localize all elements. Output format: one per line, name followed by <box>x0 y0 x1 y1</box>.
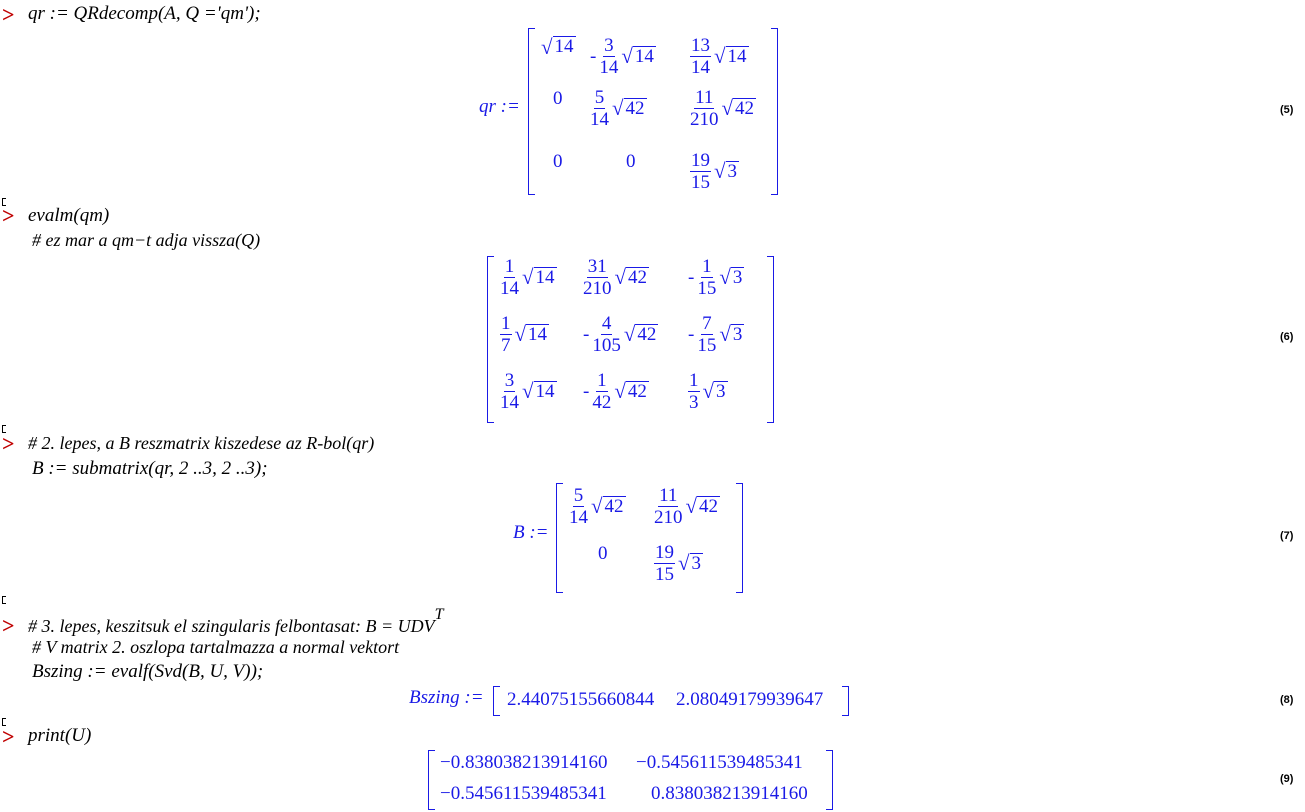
radical-sign: √ <box>714 159 726 184</box>
input-line[interactable]: evalm(qm) <box>28 205 110 226</box>
fraction <box>569 486 588 527</box>
radical-sign: √ <box>614 379 626 404</box>
radical-sign: √ <box>719 322 731 347</box>
radical-sign: √ <box>614 265 627 290</box>
denominator: 14 <box>569 507 588 528</box>
radicand: 3 <box>727 160 738 182</box>
radicand: 42 <box>628 266 648 288</box>
radical-sign: √ <box>514 322 527 347</box>
radicand: 14 <box>554 36 574 57</box>
numerator: 1 <box>504 256 515 277</box>
input-line[interactable]: print(U) <box>28 725 92 746</box>
prompt-marker: > <box>2 431 15 456</box>
denominator: 15 <box>697 278 717 299</box>
square-root <box>615 267 650 289</box>
radical-sign: √ <box>591 494 603 519</box>
numerator: 13 <box>691 35 710 56</box>
matrix-cell <box>690 88 756 129</box>
minus-sign: - <box>583 323 590 345</box>
radicand: 14 <box>528 323 548 345</box>
radical-sign: √ <box>522 379 534 404</box>
matrix-cell <box>500 371 557 412</box>
radicand: 3 <box>691 552 702 574</box>
matrix-cell <box>688 314 744 355</box>
matrix-cell <box>654 486 720 527</box>
square-root <box>614 381 649 403</box>
matrix-cell <box>500 314 549 355</box>
denominator: 7 <box>501 335 511 356</box>
matrix-cell <box>538 36 576 58</box>
fraction <box>690 88 719 129</box>
matrix-cell <box>569 486 626 527</box>
radicand: 42 <box>625 97 645 119</box>
vector-entry: 2.08049179939647 <box>676 689 824 710</box>
cell-value: 0 <box>626 151 636 172</box>
output-label: qr := <box>479 96 520 117</box>
vector-right-bracket <box>842 686 849 716</box>
radical-sign: √ <box>612 96 624 121</box>
denominator: 3 <box>689 392 699 413</box>
matrix-cell: 0.838038213914160 <box>651 783 808 804</box>
equation-number: (7) <box>1280 530 1294 542</box>
cell-value: 0 <box>598 543 608 564</box>
radical-sign: √ <box>623 322 636 347</box>
matrix-right-bracket <box>767 256 774 423</box>
fraction <box>500 314 512 355</box>
matrix-cell <box>590 88 647 129</box>
numerator: 19 <box>691 150 710 171</box>
matrix-left-bracket <box>487 256 494 423</box>
radicand: 42 <box>637 323 657 345</box>
prompt-marker: > <box>2 613 15 638</box>
radicand: 3 <box>716 380 726 402</box>
square-root <box>703 381 728 403</box>
matrix-cell <box>654 543 703 584</box>
square-root <box>621 46 656 68</box>
matrix-cell <box>688 257 744 298</box>
matrix-right-bracket <box>826 750 833 810</box>
radical-sign: √ <box>714 44 726 69</box>
radicand: 14 <box>535 380 555 402</box>
fraction <box>599 36 618 77</box>
radicand: 42 <box>604 495 624 517</box>
fraction <box>592 371 611 412</box>
minus-sign: - <box>688 266 695 288</box>
input-line[interactable]: qr := QRdecomp(A, Q ='qm'); <box>28 3 261 24</box>
numerator: 1 <box>689 370 699 391</box>
fraction <box>690 36 711 77</box>
radical-sign: √ <box>621 44 633 69</box>
square-root <box>714 161 739 183</box>
numerator: 1 <box>597 370 607 391</box>
matrix-cell <box>690 36 749 77</box>
square-root <box>515 324 550 346</box>
fraction <box>592 314 621 355</box>
denominator: 210 <box>690 109 719 130</box>
comment-line[interactable] <box>28 606 444 637</box>
minus-sign: - <box>688 323 695 345</box>
denominator: 15 <box>655 564 674 585</box>
matrix-cell <box>583 314 658 355</box>
matrix-cell <box>553 151 563 173</box>
comment-line[interactable]: # 2. lepes, a B reszmatrix kiszedese az R-bol(qr) <box>28 433 375 453</box>
numerator: 3 <box>604 35 614 56</box>
numerator: 3 <box>504 370 515 391</box>
denominator: 105 <box>592 335 621 356</box>
denominator: 14 <box>590 109 609 130</box>
square-root <box>678 553 703 575</box>
square-root <box>591 496 626 518</box>
vector-entry: 2.44075155660844 <box>507 689 655 710</box>
square-root <box>624 324 659 346</box>
denominator: 14 <box>599 57 619 78</box>
fraction <box>688 371 700 412</box>
numerator: 19 <box>655 542 674 563</box>
cell-value: 0 <box>553 88 563 109</box>
numerator: 5 <box>594 87 605 108</box>
square-root <box>722 98 757 120</box>
output-label: B := <box>513 522 549 543</box>
comment-text: # 3. lepes, keszitsuk el szingularis felbontasat: B = UDV <box>28 616 435 636</box>
input-line[interactable]: Bszing := evalf(Svd(B, U, V)); <box>32 661 264 682</box>
square-root <box>522 267 557 289</box>
denominator: 14 <box>691 57 710 78</box>
matrix-right-bracket <box>736 483 743 593</box>
matrix-cell <box>583 257 649 298</box>
numerator: 11 <box>659 485 678 506</box>
matrix-cell <box>590 36 656 77</box>
matrix-cell <box>583 371 649 412</box>
numerator: 11 <box>695 87 714 108</box>
matrix-cell <box>690 151 739 192</box>
comment-line[interactable]: # ez mar a qm−t adja vissza(Q) <box>32 230 261 250</box>
cell-value: 0 <box>553 151 563 172</box>
minus-sign: - <box>590 45 597 67</box>
radicand: 14 <box>535 266 555 288</box>
square-root <box>686 496 721 518</box>
denominator: 210 <box>654 507 683 528</box>
matrix-cell <box>626 151 636 173</box>
radicand: 14 <box>727 45 747 67</box>
equation-number: (5) <box>1280 104 1294 116</box>
vector-left-bracket <box>493 686 500 716</box>
matrix-left-bracket <box>428 750 435 810</box>
output-label: Bszing := <box>409 687 484 708</box>
matrix-cell <box>688 371 728 412</box>
radicand: 3 <box>732 323 743 345</box>
input-line[interactable]: B := submatrix(qr, 2 ..3, 2 ..3); <box>32 458 268 479</box>
matrix-cell: −0.545611539485341 <box>440 783 607 804</box>
matrix-cell <box>598 543 608 565</box>
numerator: 1 <box>501 313 511 334</box>
fraction <box>654 543 675 584</box>
matrix-right-bracket <box>771 28 778 195</box>
radical-sign: √ <box>541 34 553 59</box>
square-root <box>522 381 557 403</box>
group-marker <box>2 596 6 604</box>
radical-sign: √ <box>721 96 734 121</box>
numerator: 1 <box>702 256 712 277</box>
radical-sign: √ <box>522 265 534 290</box>
equation-number: (6) <box>1280 331 1294 343</box>
matrix-left-bracket <box>556 483 563 593</box>
denominator: 14 <box>500 278 519 299</box>
denominator: 15 <box>697 335 717 356</box>
numerator: 4 <box>601 313 612 334</box>
fraction <box>697 314 716 355</box>
denominator: 15 <box>691 172 710 193</box>
radicand: 42 <box>627 380 647 402</box>
radical-sign: √ <box>702 379 715 404</box>
radicand: 42 <box>699 495 719 517</box>
comment-line[interactable]: # V matrix 2. oszlopa tartalmazza a normal vektort <box>32 637 400 657</box>
radical-sign: √ <box>719 265 731 290</box>
radical-sign: √ <box>685 494 698 519</box>
matrix-left-bracket <box>528 28 535 195</box>
fraction <box>500 371 519 412</box>
numerator: 5 <box>573 485 584 506</box>
denominator: 14 <box>500 392 519 413</box>
prompt-marker: > <box>2 724 15 749</box>
square-root <box>714 46 749 68</box>
square-root <box>719 267 744 289</box>
equation-number: (8) <box>1280 694 1294 706</box>
square-root <box>541 36 576 58</box>
minus-sign: - <box>583 380 590 402</box>
fraction <box>583 257 612 298</box>
denominator: 42 <box>592 392 612 413</box>
superscript: T <box>434 606 444 623</box>
square-root <box>719 324 744 346</box>
matrix-cell <box>500 257 557 298</box>
numerator: 31 <box>587 256 607 277</box>
denominator: 210 <box>583 278 612 299</box>
fraction <box>590 88 609 129</box>
fraction <box>697 257 716 298</box>
matrix-cell: −0.545611539485341 <box>636 752 803 773</box>
matrix-cell <box>553 88 563 110</box>
square-root <box>612 98 647 120</box>
prompt-marker: > <box>2 203 15 228</box>
radicand: 42 <box>735 97 755 119</box>
prompt-marker: > <box>2 2 15 27</box>
equation-number: (9) <box>1280 773 1294 785</box>
fraction <box>654 486 683 527</box>
fraction <box>690 151 711 192</box>
radicand: 14 <box>634 45 654 67</box>
radicand: 3 <box>732 266 743 288</box>
matrix-cell: −0.838038213914160 <box>440 752 608 773</box>
fraction <box>500 257 519 298</box>
radical-sign: √ <box>678 551 690 576</box>
numerator: 7 <box>702 313 712 334</box>
